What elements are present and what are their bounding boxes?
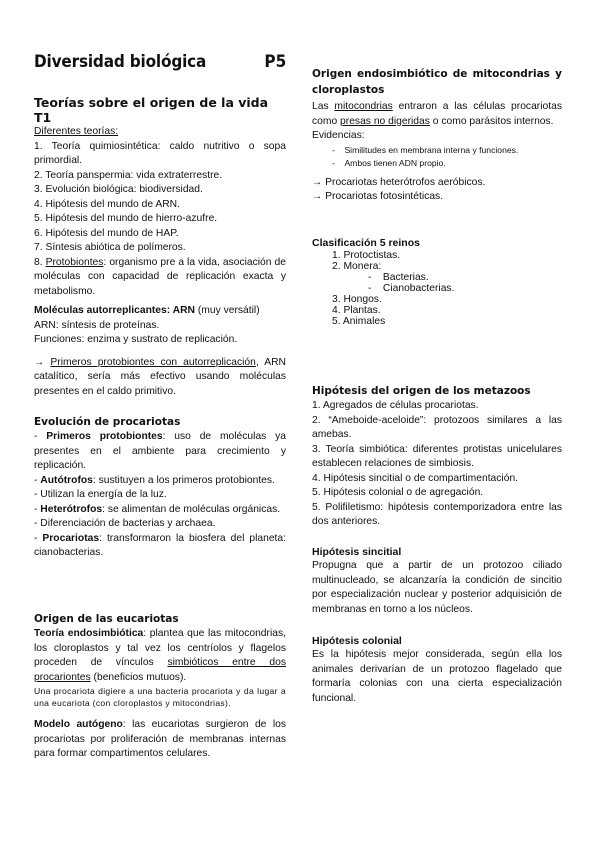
- term: Autótrofos: [40, 474, 93, 486]
- reinos-heading: Clasificación 5 reinos: [312, 237, 420, 249]
- sub-item: Cianobacterias.: [382, 283, 455, 294]
- list-item: 5. Animales: [332, 316, 386, 327]
- bullet: -: [368, 283, 372, 294]
- tail: (beneficios mutuos).: [90, 671, 187, 683]
- metazoos-item-4: 4. Hipótesis sincitial o de compartimentación.: [312, 472, 519, 484]
- list-item: 3. Hongos.: [332, 294, 382, 305]
- arrow-rest: , ARN catalítico, sería más efectivo usando moléculas presentes en el caldo primitivo.: [34, 356, 286, 397]
- term: Procariotas: [42, 532, 100, 544]
- underlined-2: presas no digeridas: [340, 115, 430, 127]
- evidencias-list: [312, 144, 562, 170]
- metazoos-item-2: 2. “Ameboide-aceloide”: protozoos similares a las amebas.: [312, 414, 562, 440]
- sincitial-text: Propugna que a partir de un protozoo ciliado multinucleado, se alcanzaría la condición de sincitio por especialización nuclear y posterior adquisición de membranas en torno a los núcleos.: [312, 560, 562, 615]
- colonial-text: Es la hipótesis mejor considerada, según ella los animales derivarían de un protozoo flagelado que formaría colonias con una cierta especialización funcional.: [312, 649, 562, 704]
- moleculas-line-2: Funciones: enzima y sustrato de replicación.: [34, 334, 238, 345]
- metazoos-item-5: 5. Hipótesis colonial o de agregación.: [312, 487, 484, 498]
- text: : las eucariotas surgieron de los procariotas por proliferación de membranas internas para formar compartimentos celulares.: [34, 719, 286, 759]
- text-a: Las: [312, 101, 335, 112]
- moleculas-note: (muy versátil): [194, 305, 260, 316]
- moleculas-title: Moléculas autorreplicantes: ARN: [34, 305, 195, 316]
- teorias-item-5: 5. Hipótesis del mundo de hierro-azufre.: [34, 213, 218, 224]
- section-procariotas: [34, 415, 286, 561]
- procariotas-p3: - Utilizan la energía de la luz.: [34, 489, 167, 500]
- term: Teoría endosimbiótica: [34, 628, 144, 639]
- teorias-subheading: Diferentes teorías:: [34, 126, 119, 137]
- section-colonial: [312, 634, 562, 706]
- metazoos-item-3: 3. Teoría simbiótica: diferentes protistas unicelulares establecen relaciones de simbiosis.: [312, 443, 562, 469]
- evidencias-label: Evidencias:: [312, 130, 365, 141]
- bullet: -: [332, 157, 335, 168]
- teorias-item-2: 2. Teoría panspermia: vida extraterrestre.: [34, 169, 223, 181]
- procariotas-p4: [34, 503, 286, 518]
- dash: -: [34, 474, 41, 486]
- bullet: -: [368, 272, 372, 283]
- text-b: entraron a las células procariotas como: [312, 101, 562, 127]
- teorias-heading: Teorías sobre el origen de la vida T1: [34, 95, 269, 125]
- reinos-list: [312, 250, 562, 327]
- arrow-line-1: → Procariotas heterótrofos aeróbicos.: [312, 176, 486, 188]
- section-sincitial: [312, 545, 562, 617]
- procariotas-heading: Evolución de procariotas: [34, 416, 181, 428]
- moleculas-heading: [34, 304, 286, 319]
- colonial-heading: Hipótesis colonial: [312, 635, 402, 647]
- term: Modelo autógeno: [34, 719, 123, 730]
- autogeno-paragraph: [34, 718, 286, 762]
- section-eucariotas: [34, 612, 286, 762]
- text-c: o como parásitos internos.: [429, 115, 554, 127]
- small-note: Una procariota digiere a una bacteria procariota y da lugar a una eucariota (con cloroplastos y mitocondrias).: [34, 686, 286, 708]
- text: : se alimentan de moléculas orgánicas.: [102, 503, 281, 515]
- origen-heading: Origen endosimbiótico de mitocondrias y cloroplastos: [312, 68, 562, 96]
- origen-paragraph: [312, 100, 562, 129]
- underlined: simbióticos entre dos procariontes: [34, 657, 286, 683]
- arrow-line-2: → Procariotas fotosintéticas.: [312, 191, 444, 202]
- metazoos-item-1: 1. Agregados de células procariotas.: [312, 400, 479, 411]
- teorias-item-8: [34, 256, 286, 300]
- evidencia-1: Similitudes en membrana interna y funciones.: [344, 144, 519, 155]
- moleculas-arrow-note: [34, 356, 286, 400]
- page-title: Diversidad biológica: [34, 52, 207, 72]
- text: : uso de moléculas ya presentes en el ambiente para crecimiento y replicación.: [34, 431, 287, 471]
- term: Heterótrofos: [40, 503, 103, 515]
- eucariotas-heading: Origen de las eucariotas: [34, 613, 179, 625]
- bullet: -: [332, 144, 335, 155]
- dash: -: [34, 431, 47, 442]
- term: Primeros protobiontes: [46, 431, 163, 442]
- metazoos-item-6: 5. Polifiletismo: hipótesis contemporizadora entre las dos anteriores.: [312, 501, 562, 527]
- list-item: [312, 272, 562, 283]
- teorias-item-7: 7. Síntesis abiótica de polímeros.: [34, 242, 186, 253]
- teorias-item-1: 1. Teoría quimiosintética: caldo nutritivo o sopa primordial.: [34, 140, 286, 166]
- arrow-underlined: Primeros protobiontes con autorreplicación: [50, 356, 256, 368]
- teorias-item-4: 4. Hipótesis del mundo de ARN.: [34, 198, 180, 210]
- item8-term: Protobiontes: [45, 256, 104, 268]
- page-code: P5: [264, 52, 286, 72]
- item8-text: : organismo pre a la vida, asociación de moléculas con capacidad de replicación exacta y metabolismo.: [34, 256, 286, 297]
- section-origen: [312, 66, 562, 205]
- section-reinos: [312, 236, 562, 327]
- text: : plantea que las mitocondrias, los cloroplastos y tal vez los centríolos y flagelos proceden de vínculos: [34, 628, 286, 668]
- procariotas-p1: [34, 430, 286, 474]
- endosimbiotica-paragraph: [34, 627, 286, 685]
- teorias-item-6: 6. Hipótesis del mundo de HAP.: [34, 227, 179, 239]
- title-row: [34, 52, 286, 72]
- list-item: 1. Protoctistas.: [332, 250, 401, 261]
- evidencia-2: Ambos tienen ADN propio.: [344, 157, 446, 168]
- arrow-glyph: →: [34, 356, 51, 368]
- list-item: [312, 283, 562, 294]
- sub-item: Bacterias.: [382, 272, 429, 283]
- teorias-item-3: 3. Evolución biológica: biodiversidad.: [34, 184, 203, 195]
- list-item: 2. Monera:: [332, 261, 382, 272]
- procariotas-p5: - Diferenciación de bacterias y archaea.: [34, 518, 216, 529]
- text: : transformaron la biosfera del planeta: cianobacterias.: [34, 532, 286, 558]
- metazoos-heading: Hipótesis del origen de los metazoos: [312, 385, 531, 397]
- procariotas-p2: [34, 474, 286, 489]
- item8-prefix: 8.: [34, 256, 46, 268]
- section-metazoos: [312, 384, 562, 530]
- dash: -: [34, 532, 43, 544]
- list-item: [332, 157, 562, 170]
- dash: -: [34, 503, 41, 515]
- moleculas-line-1: ARN: síntesis de proteínas.: [34, 319, 160, 331]
- section-teorias: [34, 95, 286, 299]
- list-item: 4. Plantas.: [332, 305, 381, 316]
- sincitial-heading: Hipótesis sincitial: [312, 546, 402, 558]
- underlined-1: mitocondrias: [334, 101, 393, 112]
- text: : sustituyen a los primeros protobiontes.: [92, 474, 275, 486]
- procariotas-p6: [34, 532, 286, 561]
- section-moleculas: [34, 304, 286, 399]
- list-item: [332, 144, 562, 157]
